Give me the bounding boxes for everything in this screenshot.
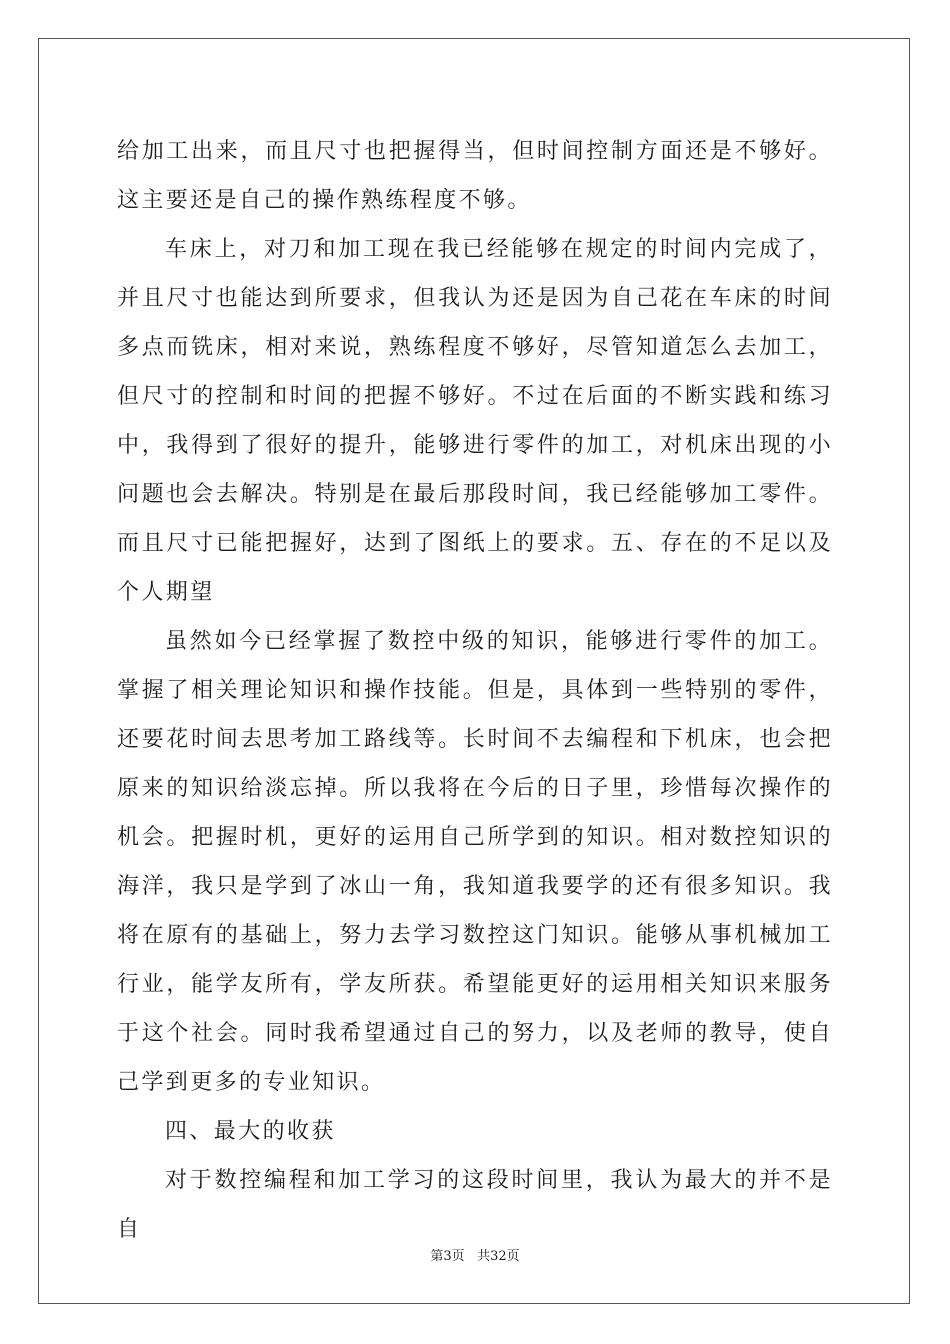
section-heading: 四、最大的收获 bbox=[165, 1119, 336, 1144]
document-body bbox=[117, 127, 833, 1254]
paragraph-3: 虽然如今已经掌握了数控中级的知识，能够进行零件的加工。掌握了相关理论知识和操作技能。但是，具体到一些特别的零件，还要花时间去思考加工路线等。长时间不去编程和下机床，也会把原来的知识给淡忘掉。所以我将在今后的日子里，珍惜每次操作的机会。把握时机，更好的运用自己所学到的知识。相对数控知识的海洋，我只是学到了冰山一角，我知道我要学的还有很多知识。我将在原有的基础上，努力去学习数控这门知识。能够从事机械加工行业，能学友所有，学友所获。希望能更好的运用相关知识来服务于这个社会。同时我希望通过自己的努力，以及老师的教导，使自己学到更多的专业知识。 bbox=[117, 629, 833, 1095]
page-total: 共32页 bbox=[477, 1249, 520, 1264]
paragraph-5: 对于数控编程和加工学习的这段时间里，我认为最大的并不是自 bbox=[117, 1168, 833, 1242]
paragraph-2: 车床上，对刀和加工现在我已经能够在规定的时间内完成了，并且尺寸也能达到所要求，但我认为还是因为自己花在车床的时间多点而铣床，相对来说，熟练程度不够好，尽管知道怎么去加工，但尺寸的控制和时间的把握不够好。不过在后面的不断实践和练习中，我得到了很好的提升，能够进行零件的加工，对机床出现的小问题也会去解决。特别是在最后那段时间，我已经能够加工零件。而且尺寸已能把握好，达到了图纸上的要求。五、存在的不足以及个人期望 bbox=[117, 237, 833, 605]
paragraph-1: 给加工出来，而且尺寸也把握得当，但时间控制方面还是不够好。这主要还是自己的操作熟练程度不够。 bbox=[117, 139, 833, 213]
page-footer bbox=[0, 1248, 950, 1266]
page-number: 第3页 bbox=[430, 1249, 465, 1264]
